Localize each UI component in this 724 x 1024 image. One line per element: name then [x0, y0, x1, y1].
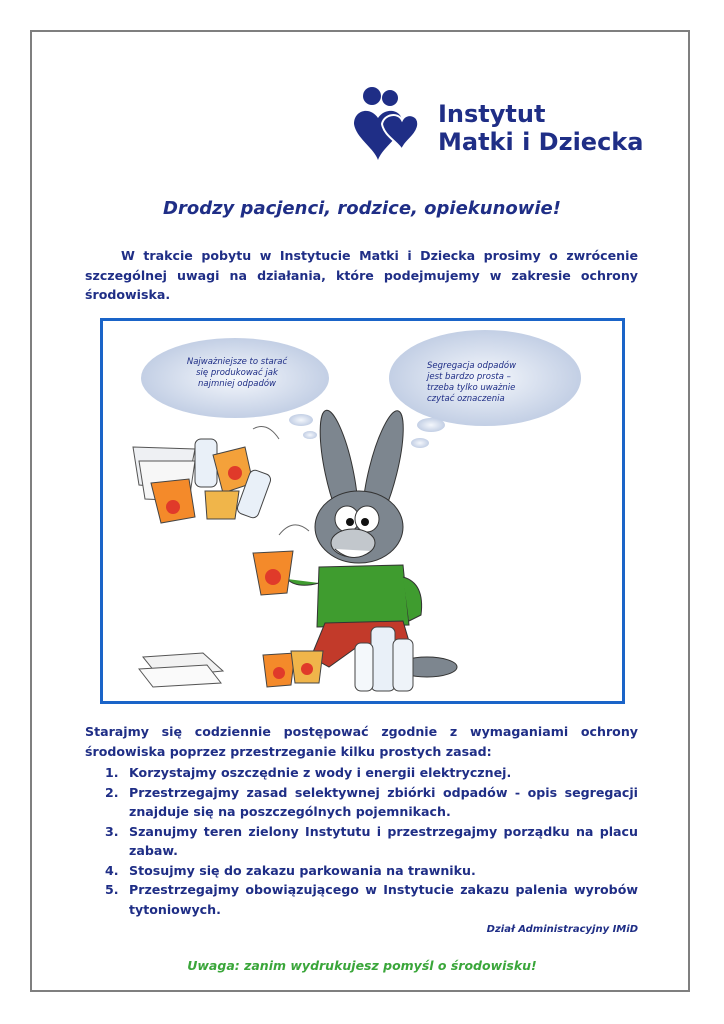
- rule-item: 5. Przestrzegajmy obowiązującego w Instytucie zakazu palenia wyrobów tytoniowych.: [105, 882, 638, 917]
- logo-line2: Matki i Dziecka: [438, 128, 644, 156]
- rule-item: 4. Stosujmy się do zakazu parkowania na trawniku.: [105, 862, 476, 878]
- intro-paragraph: [85, 246, 638, 305]
- signature: Dział Administracyjny IMiD: [486, 924, 638, 935]
- right-bubble-text: Segregacja odpadów jest bardzo prosta – trzeba tylko uważnie czytać oznaczenia: [427, 361, 517, 404]
- main-paragraph: Starajmy się codziennie postępować zgodnie z wymaganiami ochrony środowiska poprzez przestrzeganie kilku prostych zasad:: [85, 724, 638, 759]
- waste-pile-bottom: [139, 627, 413, 691]
- logo-line1: Instytut: [438, 100, 546, 128]
- left-bubble-text: Najważniejsze to starać się produkować jak najmniej odpadów: [186, 357, 288, 389]
- greeting-heading: Drodzy pacjenci, rodzice, opiekunowie!: [163, 198, 561, 219]
- waste-pile-left: [133, 427, 279, 523]
- logo-text: [438, 100, 643, 156]
- intro-text: W trakcie pobytu w Instytucie Matki i Dziecka prosimy o zwrócenie szczególnej uwagi na działania, które podejmujemy w zakresie ochrony środowiska.: [85, 248, 638, 302]
- institute-logo: [352, 84, 652, 164]
- print-note: Uwaga: zanim wydrukujesz pomyśl o środowisku!: [187, 958, 537, 973]
- rule-item: 1. Korzystajmy oszczędnie z wody i energii elektrycznej.: [105, 765, 512, 780]
- hearts-logo-icon: [352, 84, 432, 164]
- illustration-frame: [100, 318, 625, 704]
- rule-item: 2. Przestrzegajmy zasad selektywnej zbiórki odpadów - opis segregacji znajduje się na poszczególnych pojemnikach.: [105, 784, 638, 819]
- rule-item: 3. Szanujmy teren zielony Instytutu i przestrzegajmy porządku na placu zabaw.: [105, 823, 638, 858]
- rules-list: [105, 763, 638, 919]
